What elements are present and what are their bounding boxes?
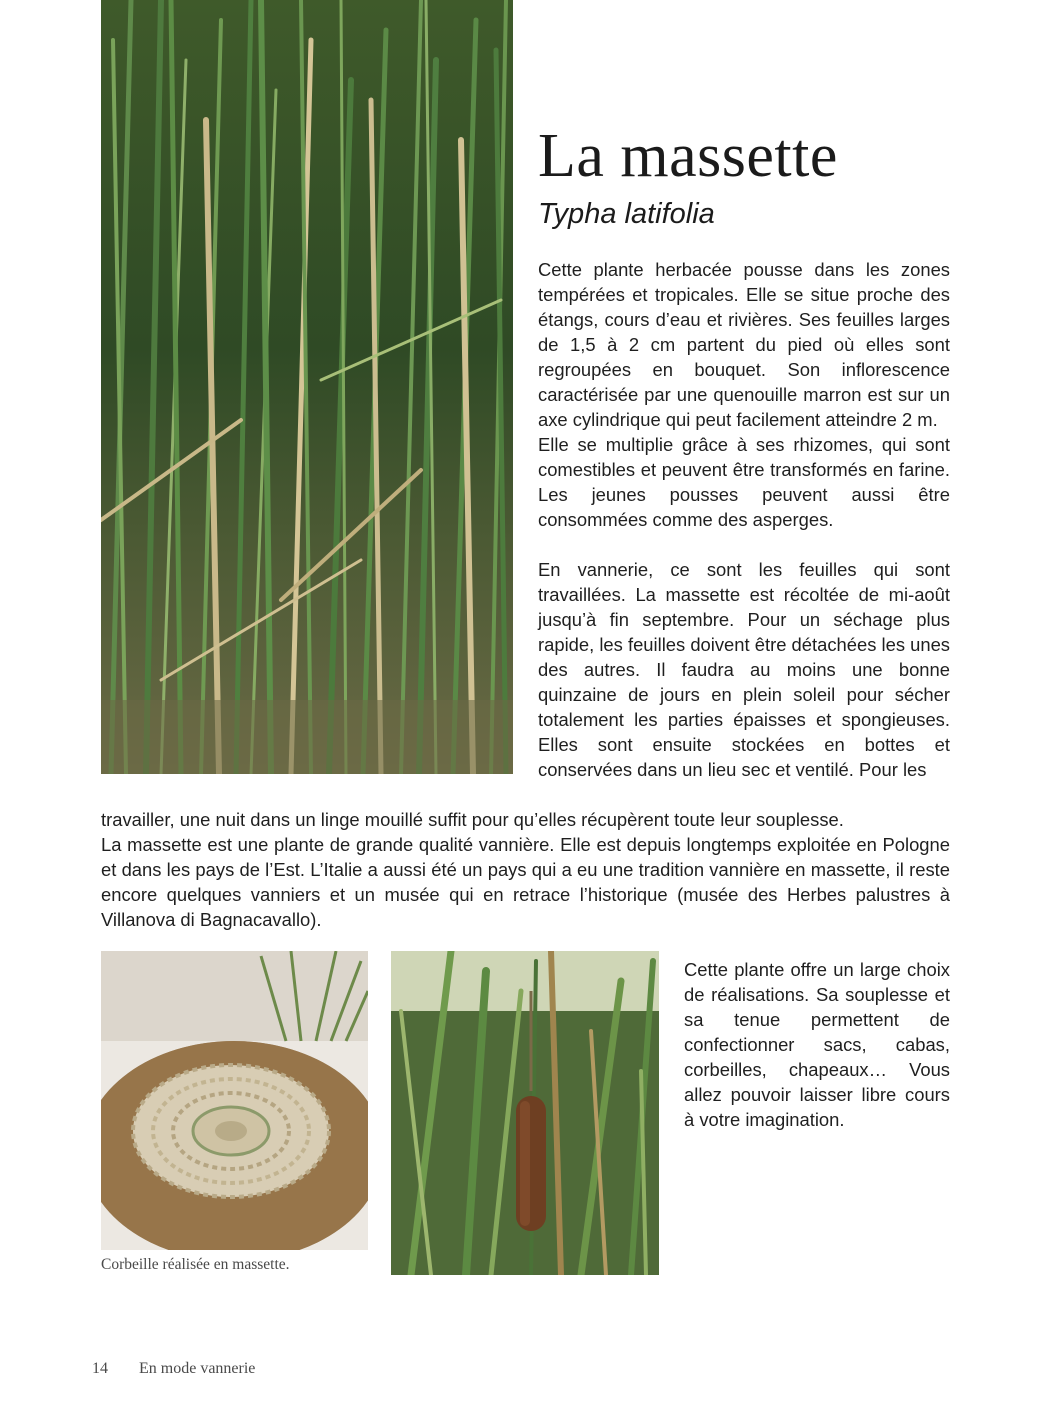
- cattail-photo: [391, 951, 659, 1275]
- paragraph-history: La massette est une plante de grande qualité vannière. Elle est depuis longtemps exploitée en Pologne et dans les pays de l’Est. L’Italie a aussi été un pays qui a eu une tradition vannière en massette, il reste encore quelques vanniers et un musée qui en retrace l’historique (musée des Herbes palustres à Villanova di Bagnacavallo).: [101, 834, 950, 930]
- paragraph-description: Cette plante herbacée pousse dans les zones tempérées et tropicales. Elle se situe proche des étangs, cours d’eau et rivières. Ses feuilles larges de 1,5 à 2 cm partent du pied où elles sont regroupées en bouquet. Son inflorescence caractérisée par une quenouille marron est sur un axe cylindrique qui peut facilement atteindre 2 m.: [538, 259, 950, 430]
- page-title: La massette: [538, 122, 838, 190]
- paragraph-uses: Cette plante offre un large choix de réalisations. Sa souplesse et sa tenue permettent de confectionner sacs, cabas, corbeilles, chapeaux… Vous allez pouvoir laisser libre cours à votre imagination.: [684, 959, 950, 1130]
- running-title: En mode vannerie: [139, 1360, 256, 1377]
- paragraph-basketry: En vannerie, ce sont les feuilles qui sont travaillées. La massette est récoltée de mi-août jusqu’à fin septembre. Pour un séchage plus rapide, les feuilles doivent être détachées les unes des autres. Il faudra au moins une bonne quinzaine de jours en plein soleil pour sécher totalement les parties épaisses et spongieuses. Elles sont ensuite stockées en bottes et conservées dans un lieu sec et ventilé. Pour les: [538, 559, 951, 780]
- paragraph-basketry-continued: travailler, une nuit dans un linge mouillé suffit pour qu’elles récupèrent toute leur souplesse.: [101, 809, 844, 830]
- paragraph-propagation: Elle se multiplie grâce à ses rhizomes, qui sont comestibles et peuvent être transformés en farine. Les jeunes pousses peuvent aussi être consommées comme des asperges.: [538, 434, 950, 530]
- basket-photo: [101, 951, 368, 1250]
- text-full-width: [101, 807, 950, 932]
- latin-name: Typha latifolia: [538, 198, 715, 230]
- page-number: 14: [92, 1360, 108, 1377]
- text-side: [684, 957, 950, 1132]
- reeds-photo: [101, 0, 513, 774]
- photo-caption: Corbeille réalisée en massette.: [101, 1256, 290, 1273]
- text-column-right: [538, 257, 950, 782]
